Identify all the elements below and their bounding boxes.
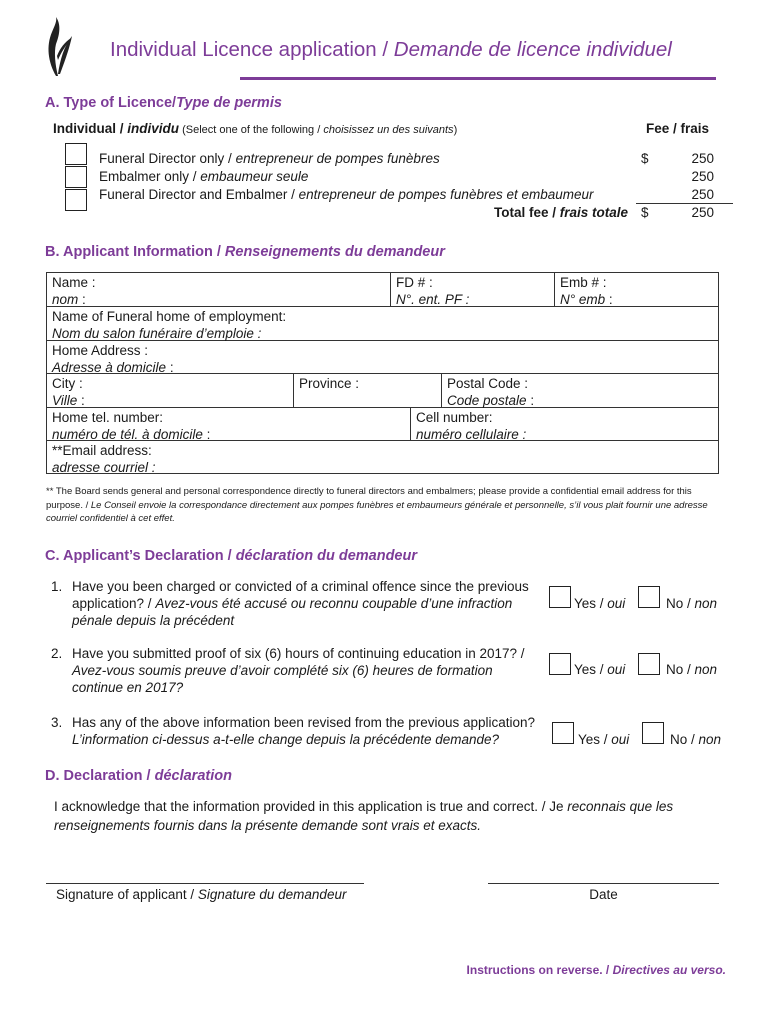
question-2-text: Have you submitted proof of six (6) hours of continuing education in 2017? / Avez-vous soumis preuve d’avoir complété six (6) heures de formation continue en 2017? [72, 646, 525, 695]
fee-value-3: 250 [691, 187, 714, 202]
postal-code-field[interactable]: Postal Code : Code postale : [447, 376, 535, 408]
date-label: Date [589, 887, 618, 902]
section-b-heading: B. Applicant Information / Renseignements du demandeur [45, 244, 445, 260]
title-underline [240, 77, 716, 80]
licence-option-3-label: Funeral Director and Embalmer / entrepreneur de pompes funèbres et embaumeur [99, 187, 594, 202]
total-fee-value: 250 [691, 205, 714, 220]
question-1-yes-checkbox[interactable] [549, 586, 571, 608]
licence-option-checkbox-2[interactable] [65, 166, 87, 188]
question-3-no-checkbox[interactable] [642, 722, 664, 744]
question-3-no-label: No / non [670, 732, 722, 747]
section-a-heading: A. Type of Licence/Type de permis [45, 95, 282, 111]
email-field[interactable]: **Email address: adresse courriel : [52, 443, 156, 475]
funeral-home-field[interactable]: Name of Funeral home of employment: Nom du salon funéraire d’emploie : [52, 309, 287, 341]
total-fee-label: Total fee / frais totale [493, 205, 628, 220]
cell-number-field[interactable]: Cell number: numéro cellulaire : [416, 410, 527, 442]
licence-option-2-label: Embalmer only / embaumeur seule [99, 169, 309, 184]
question-1-no-checkbox[interactable] [638, 586, 660, 608]
licence-option-checkbox-1[interactable] [65, 143, 87, 165]
question-2-no-checkbox[interactable] [638, 653, 660, 675]
question-3-yes-label: Yes / oui [578, 732, 630, 747]
province-field[interactable]: Province : [299, 376, 360, 391]
question-2-number: 2. [51, 646, 63, 661]
total-currency: $ [641, 205, 649, 220]
name-field[interactable]: Name : nom : [52, 275, 96, 307]
question-1-yes-label: Yes / oui [574, 596, 626, 611]
question-1-number: 1. [51, 579, 63, 594]
question-1-text: Have you been charged or convicted of a criminal offence since the previous application? / Avez-vous été accusé ou reconnu coupable d’une infraction pénale depuis la précédent [72, 579, 529, 628]
signature-label: Signature of applicant / Signature du demandeur [56, 887, 347, 902]
question-1-no-label: No / non [666, 596, 718, 611]
reverse-instructions-note: Instructions on reverse. / Directives au verso. [466, 963, 726, 977]
fee-currency-1: $ [641, 151, 649, 166]
licence-option-1-label: Funeral Director only / entrepreneur de pompes funèbres [99, 151, 440, 166]
emb-number-field[interactable]: Emb # : N° emb : [560, 275, 613, 307]
fee-column-header: Fee / frais [646, 121, 710, 136]
home-address-field[interactable]: Home Address : Adresse à domicile : [52, 343, 174, 375]
fee-value-2: 250 [691, 169, 714, 184]
signature-line[interactable] [46, 883, 364, 884]
question-2-no-label: No / non [666, 662, 718, 677]
section-d-heading: D. Declaration / déclaration [45, 768, 232, 784]
city-field[interactable]: City : Ville : [52, 376, 85, 408]
licence-option-checkbox-3[interactable] [65, 189, 87, 211]
individual-subheading: Individual / individu (Select one of the following / choisissez un des suivants) [53, 121, 458, 136]
question-3-text: Has any of the above information been revised from the previous application? L’information ci-dessus a-t-elle change depuis la précédente demande? [72, 715, 536, 747]
question-2-yes-checkbox[interactable] [549, 653, 571, 675]
question-3-yes-checkbox[interactable] [552, 722, 574, 744]
question-2-yes-label: Yes / oui [574, 662, 626, 677]
page-title: Individual Licence application / Demande de licence individuel [110, 38, 672, 61]
acknowledgement-text: I acknowledge that the information provided in this application is true and correct. / Je reconnais que les renseignements fournis dans la présente demande sont vrais et exacts. [54, 799, 674, 833]
email-footnote: ** The Board sends general and personal correspondence directly to funeral directors and embalmers; please provide a confidential email address for this purpose. / Le Conseil envoie la correspondance directement aux pompes funèbres et embaumeurs générale et personnelle, s’il vous plait fournir une adresse courriel confidentiel à cet effet. [46, 486, 708, 524]
fd-number-field[interactable]: FD # : N°. ent. PF : [396, 275, 470, 307]
logo-flame-icon [44, 16, 74, 78]
section-c-heading: C. Applicant’s Declaration / déclaration du demandeur [45, 548, 417, 564]
date-line[interactable] [488, 883, 719, 884]
home-tel-field[interactable]: Home tel. number: numéro de tél. à domicile : [52, 410, 211, 442]
question-3-number: 3. [51, 715, 63, 730]
fee-value-1: 250 [691, 151, 714, 166]
